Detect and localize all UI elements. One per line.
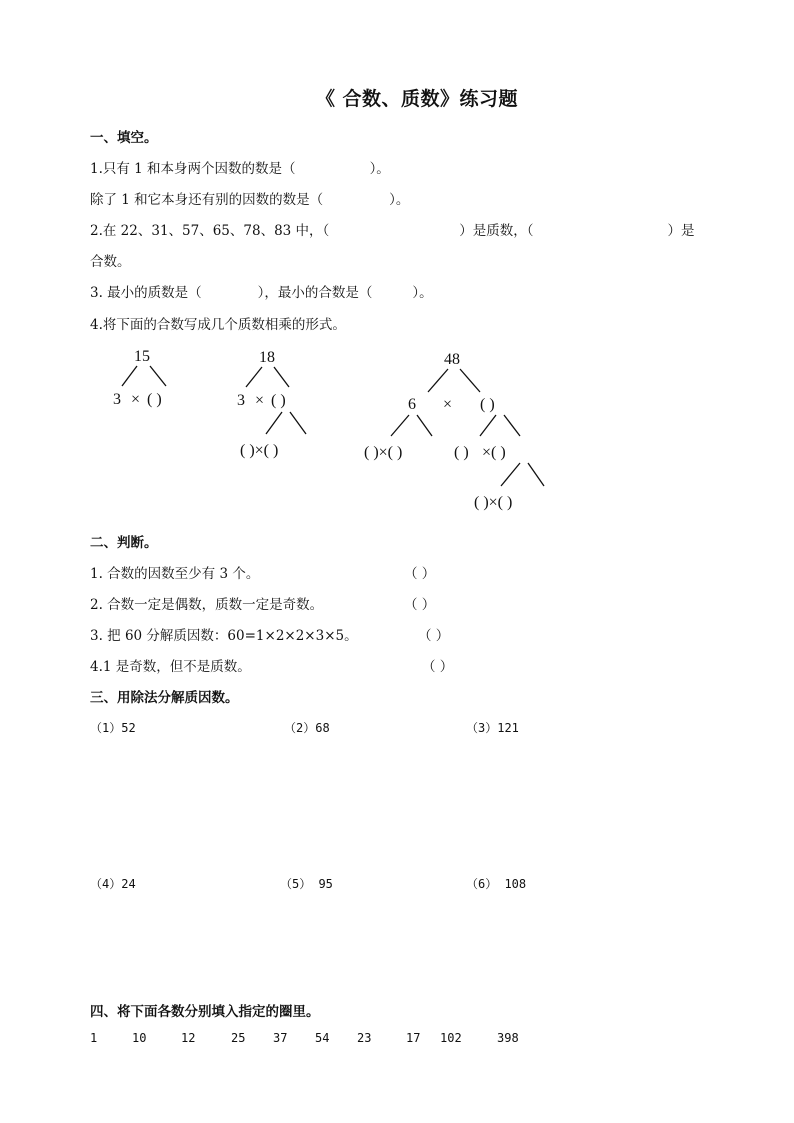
judgement-answer-paren[interactable]: （ ） [404,597,436,613]
question-3-middle: ），最小的合数是（ [257,285,373,301]
problem-label: （5） 95 [280,877,333,891]
tree-48-branch-left [428,369,448,392]
question-2-continued: 合数。 [90,254,131,270]
judgement-item: 2. 合数一定是偶数，质数一定是奇数。 [90,597,324,613]
tree-48-sub-right-a[interactable]: ( ) [454,444,469,461]
number-item: 10 [132,1031,147,1045]
number-item: 54 [315,1031,330,1045]
tree-18-sub-branch-right [290,412,306,434]
number-item: 25 [231,1031,246,1045]
tree-18-right[interactable]: ( ) [271,392,286,409]
tree-18-times: × [255,392,265,409]
number-item: 23 [357,1031,372,1045]
question-2-prefix: 2.在 22、31、57、65、78、83 中，（ [90,223,330,239]
tree-48-right-branch-right [504,415,520,436]
tree-48-sub-left[interactable]: ( )×( ) [364,444,403,461]
tree-48-bottom[interactable]: ( )×( ) [474,494,513,511]
question-1b-suffix: ）。 [389,192,410,208]
tree-48-branch-right [460,369,480,392]
number-item: 37 [273,1031,288,1045]
question-3-suffix: ）。 [412,285,433,301]
tree-18-root: 18 [259,349,275,366]
factor-tree-15 [113,348,166,408]
problem-label: （2）68 [284,721,330,735]
factor-tree-48 [364,351,544,511]
tree-15-right[interactable]: ( ) [147,391,162,408]
question-4: 4.将下面的合数写成几个质数相乘的形式。 [90,317,346,333]
number-item: 398 [497,1031,519,1045]
problem-label: （1）52 [90,721,136,735]
tree-15-branch-left [122,366,137,386]
tree-15-root: 15 [134,348,150,365]
question-2-suffix: ）是 [667,223,695,239]
tree-18-sub[interactable]: ( )×( ) [240,442,279,459]
page-title: 《 合数、质数》练习题 [315,88,519,110]
section-3-heading: 三、用除法分解质因数。 [90,690,239,706]
problem-label: （4）24 [90,877,136,891]
tree-48-root: 48 [444,351,460,368]
judgement-item: 4.1 是奇数，但不是质数。 [90,659,251,675]
tree-15-left: 3 [113,391,121,408]
judgement-item: 1. 合数的因数至少有 3 个。 [90,566,260,582]
tree-18-sub-branch-left [266,412,282,434]
number-item: 1 [90,1031,98,1045]
tree-48-bottom-branch-left [501,463,520,486]
tree-15-times: × [131,391,141,408]
judgement-answer-paren[interactable]: （ ） [422,659,454,675]
tree-48-left-branch-right [417,415,432,436]
factor-tree-18 [237,349,306,459]
tree-48-bottom-branch-right [528,463,544,486]
tree-48-times: × [443,396,453,413]
question-1b-prefix: 除了 1 和它本身还有别的因数的数是（ [90,192,324,208]
question-1a-prefix: 1.只有 1 和本身两个因数的数是（ [90,161,296,177]
tree-48-right-branch-left [480,415,496,436]
section-1-heading: 一、填空。 [90,130,158,146]
tree-18-left: 3 [237,392,245,409]
tree-48-right[interactable]: ( ) [480,396,495,413]
question-1a-suffix: ）。 [369,161,390,177]
tree-18-branch-left [246,367,262,387]
tree-18-branch-right [274,367,289,387]
section-2-heading: 二、判断。 [90,535,158,551]
problem-label: （6） 108 [466,877,527,891]
question-2-middle: ）是质数，（ [459,223,534,239]
question-3-prefix: 3. 最小的质数是（ [90,285,202,301]
judgement-answer-paren[interactable]: （ ） [404,566,436,582]
tree-15-branch-right [150,366,166,386]
number-item: 17 [406,1031,421,1045]
number-item: 12 [181,1031,196,1045]
tree-48-left: 6 [408,396,416,413]
tree-48-left-branch-left [391,415,409,436]
problem-label: （3）121 [466,721,519,735]
tree-48-sub-right-b[interactable]: ×( ) [482,444,506,461]
number-item: 102 [440,1031,462,1045]
section-4-heading: 四、将下面各数分别填入指定的圈里。 [90,1004,320,1020]
judgement-item: 3. 把 60 分解质因数：60=1×2×2×3×5。 [90,628,358,644]
judgement-answer-paren[interactable]: （ ） [418,628,450,644]
